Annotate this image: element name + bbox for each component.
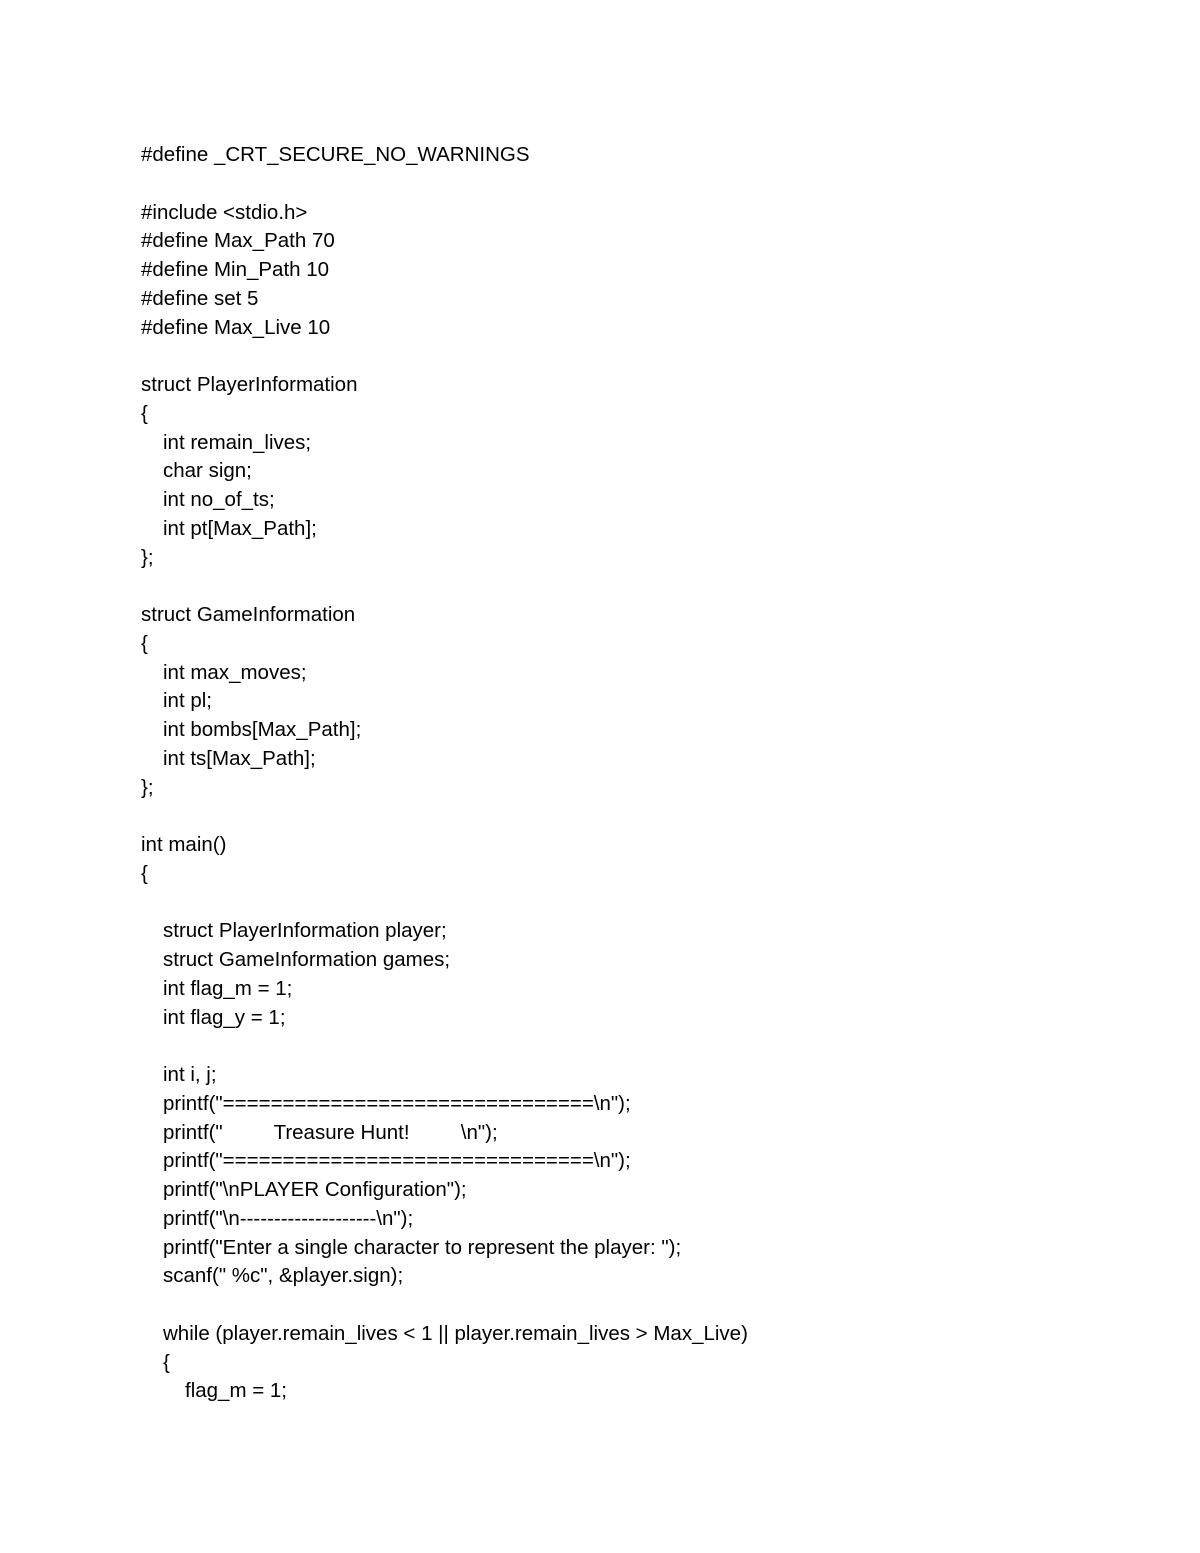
- code-line: {: [163, 1350, 170, 1374]
- code-line: printf("\nPLAYER Configuration");: [163, 1178, 467, 1201]
- code-line: char sign;: [163, 459, 252, 483]
- code-line: int flag_m = 1;: [163, 976, 293, 1000]
- blank-line: [141, 1032, 748, 1061]
- code-line: printf("===============================\n");: [163, 1149, 631, 1173]
- code-line: printf("\n--------------------\n");: [163, 1206, 414, 1230]
- blank-line: [141, 170, 748, 199]
- code-listing: [141, 141, 748, 1406]
- code-line: #define _CRT_SECURE_NO_WARNINGS: [141, 143, 530, 166]
- code-line: {: [141, 631, 148, 655]
- blank-line: [141, 572, 748, 601]
- code-line: int ts[Max_Path];: [163, 746, 316, 770]
- code-line: struct GameInformation games;: [163, 948, 451, 971]
- code-line: #include <stdio.h>: [141, 200, 308, 224]
- code-line: #define set 5: [141, 286, 259, 310]
- code-line: };: [141, 775, 154, 799]
- code-line: int flag_y = 1;: [163, 1005, 286, 1029]
- code-line: int max_moves;: [163, 660, 307, 684]
- code-line: scanf(" %c", &player.sign);: [163, 1264, 404, 1288]
- code-line: struct GameInformation: [141, 603, 356, 626]
- code-line: #define Max_Live 10: [141, 315, 331, 339]
- code-line: #define Min_Path 10: [141, 258, 330, 281]
- code-line: printf("Enter a single character to represent the player: ");: [163, 1235, 682, 1259]
- code-line: flag_m = 1;: [185, 1379, 287, 1403]
- code-line: struct PlayerInformation: [141, 373, 358, 396]
- code-line: };: [141, 545, 154, 569]
- code-line: {: [141, 401, 148, 425]
- code-line: int main(): [141, 833, 227, 856]
- code-line: while (player.remain_lives < 1 || player.remain_lives > Max_Live): [163, 1321, 748, 1345]
- code-line: int pt[Max_Path];: [163, 516, 317, 540]
- code-line: printf("===============================\n");: [163, 1091, 631, 1115]
- code-line: int no_of_ts;: [163, 488, 275, 511]
- code-line: int pl;: [163, 689, 212, 713]
- code-line: int remain_lives;: [163, 430, 312, 454]
- blank-line: [141, 1291, 748, 1320]
- blank-line: [141, 889, 748, 918]
- code-line: struct PlayerInformation player;: [163, 919, 447, 943]
- code-line: int bombs[Max_Path];: [163, 718, 362, 741]
- code-line: printf(" Treasure Hunt! \n");: [163, 1120, 498, 1144]
- code-line: #define Max_Path 70: [141, 229, 335, 253]
- blank-line: [141, 342, 748, 371]
- code-line: {: [141, 861, 148, 885]
- code-line: int i, j;: [163, 1063, 217, 1086]
- blank-line: [141, 802, 748, 831]
